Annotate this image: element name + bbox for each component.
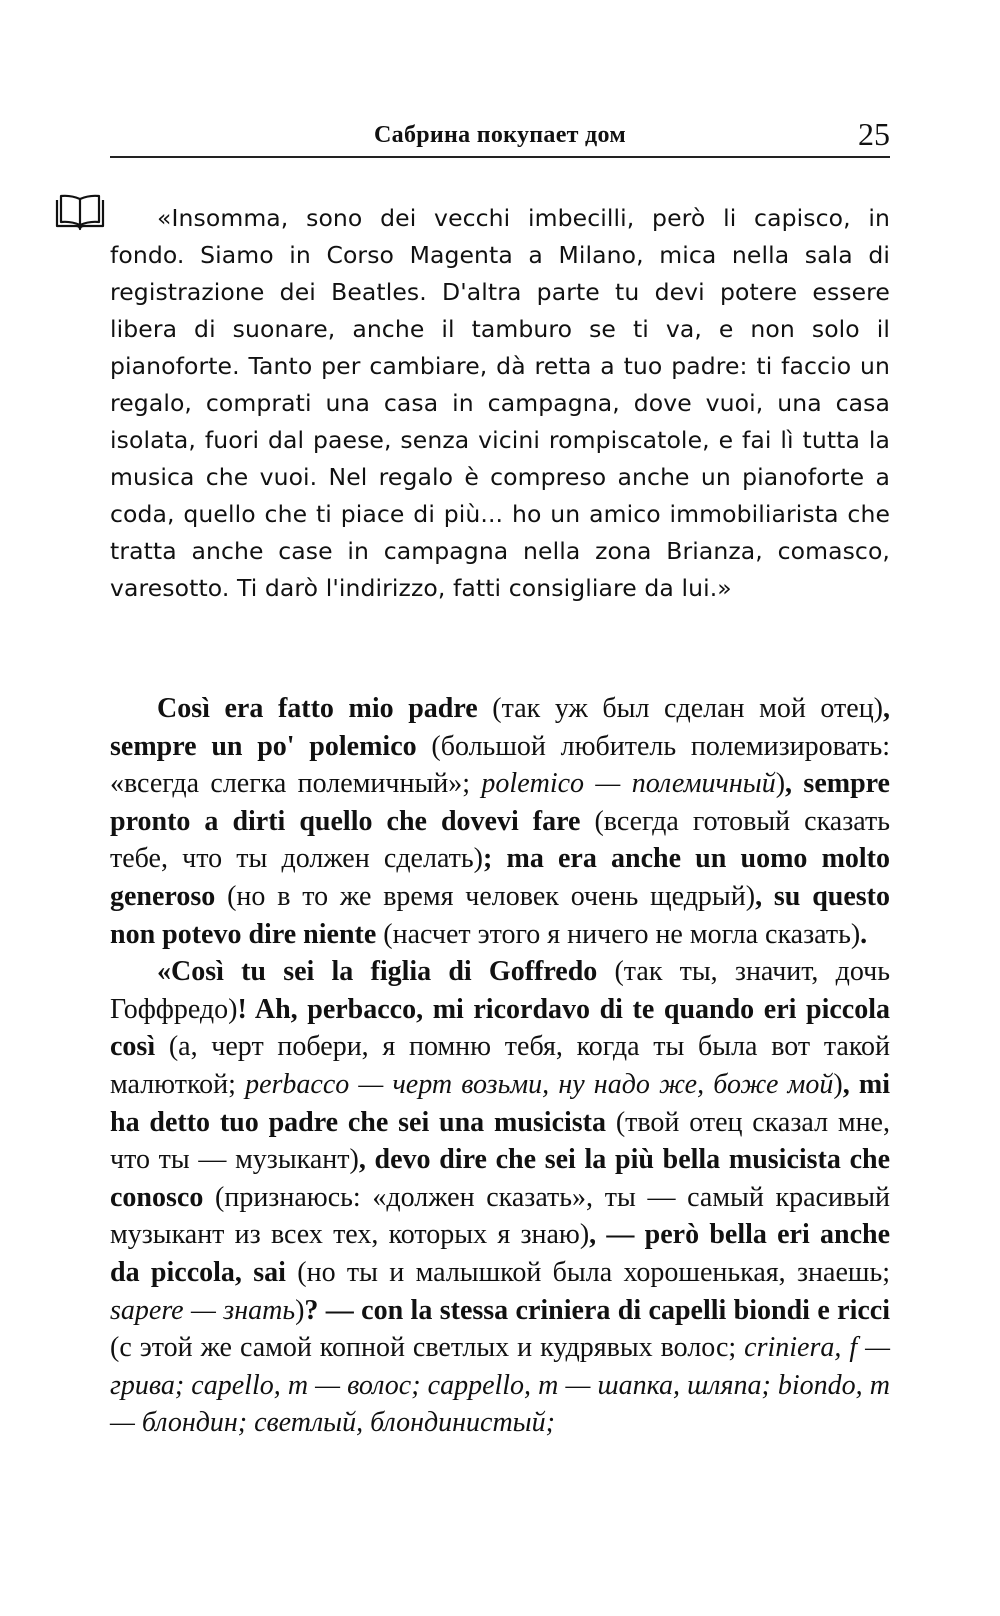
commentary-paragraph-2 bbox=[110, 953, 890, 1442]
translation: (так уж был сделан мой отец) bbox=[477, 693, 883, 724]
italian-paragraph: «Insomma, sono dei vecchi imbecilli, però li capisco, in fondo. Siamo in Corso Magenta a Milano, mica nella sala di registrazione dei Beatles. D'altra parte tu devi potere essere libera di suonare, anche il tamburo se ti va, e non solo il pianoforte. Tanto per cambiare, dà retta a tuo padre: ti faccio un regalo, comprati una casa in campagna, dove vuoi, una casa isolata, fuori dal paese, senza vicini rompiscatole, e fai lì tutta la musica che vuoi. Nel regalo è compreso anche un pianoforte a coda, quello che ti piace di più... ho un amico immobiliarista che tratta anche case in campagna nella zona Brianza, comasco, varesotto. Ti darò l'indirizzo, fatti consigliare da lui.» bbox=[110, 204, 890, 602]
commentary bbox=[110, 690, 890, 1442]
translation: (всегда готовый сказать тебе, что ты должен сделать) bbox=[110, 805, 890, 875]
translation: (но в то же время человек очень щедрый) bbox=[215, 880, 756, 912]
vocabulary-note: perbacco — черт возьми, ну надо же, боже мой bbox=[245, 1068, 834, 1100]
translation: (твой отец сказал мне, что ты — музыкант) bbox=[110, 1106, 890, 1176]
translation: (признаюсь: «должен сказать», ты — самый красивый музыкант из всех тех, которых я знаю) bbox=[110, 1181, 890, 1251]
translation: (а, черт побери, я помню тебя, когда ты была вот такой малюткой; bbox=[110, 1031, 890, 1100]
translation: (но ты и малышкой была хорошенькая, знаешь; bbox=[285, 1256, 891, 1288]
italian-phrase: , sempre un po' polemico bbox=[110, 693, 890, 762]
italian-phrase: , mi ha detto tuo padre che sei una musicista bbox=[110, 1068, 890, 1138]
italian-phrase: ! Ah, perbacco, mi ricordavo di te quando eri piccola così bbox=[110, 993, 890, 1063]
vocabulary-note: polemico — полемичный bbox=[481, 768, 776, 800]
italian-phrase: , — però bella eri anche da piccola, sai bbox=[110, 1219, 890, 1288]
italian-phrase: ? — con la stessa criniera di capelli biondi e ricci bbox=[304, 1294, 890, 1326]
commentary-paragraph-1 bbox=[110, 690, 890, 953]
italian-phrase: ; ma era anche un uomo molto generoso bbox=[110, 843, 890, 912]
translation: ) bbox=[775, 768, 786, 800]
italian-phrase: , sempre pronto a dirti quello che dovevi fare bbox=[110, 768, 890, 837]
translation: (насчет этого я ничего не могла сказать) bbox=[376, 918, 861, 950]
open-book-icon bbox=[54, 193, 106, 231]
translation: ) bbox=[295, 1294, 305, 1326]
punctuation: . bbox=[860, 918, 868, 950]
italian-passage bbox=[110, 200, 890, 607]
italian-phrase: «Così tu sei la figlia di Goffredo bbox=[157, 956, 598, 988]
translation: ) bbox=[833, 1068, 843, 1100]
page-number: 25 bbox=[858, 116, 890, 152]
italian-phrase: , devo dire che sei la più bella musicista che conosco bbox=[110, 1144, 890, 1213]
translation: (так ты, значит, дочь Гоффредо) bbox=[110, 956, 891, 1025]
running-title: Сабрина покупает дом bbox=[374, 122, 626, 148]
translation: (с этой же самой копной светлых и кудрявых волос; bbox=[110, 1332, 745, 1364]
italian-phrase: Così era fatto mio padre bbox=[157, 693, 478, 724]
translation: (большой любитель полемизировать: «всегда слегка полемичный»; bbox=[110, 730, 890, 800]
vocabulary-note: criniera, f — грива; capello, m — волос; cappello, m — шапка, шляпа; biondo, m — блондин; светлый, блондинистый; bbox=[110, 1332, 890, 1439]
italian-phrase: , su questo non potevo dire niente bbox=[110, 880, 890, 950]
running-head bbox=[110, 112, 890, 158]
vocabulary-note: sapere — знать bbox=[110, 1294, 296, 1326]
